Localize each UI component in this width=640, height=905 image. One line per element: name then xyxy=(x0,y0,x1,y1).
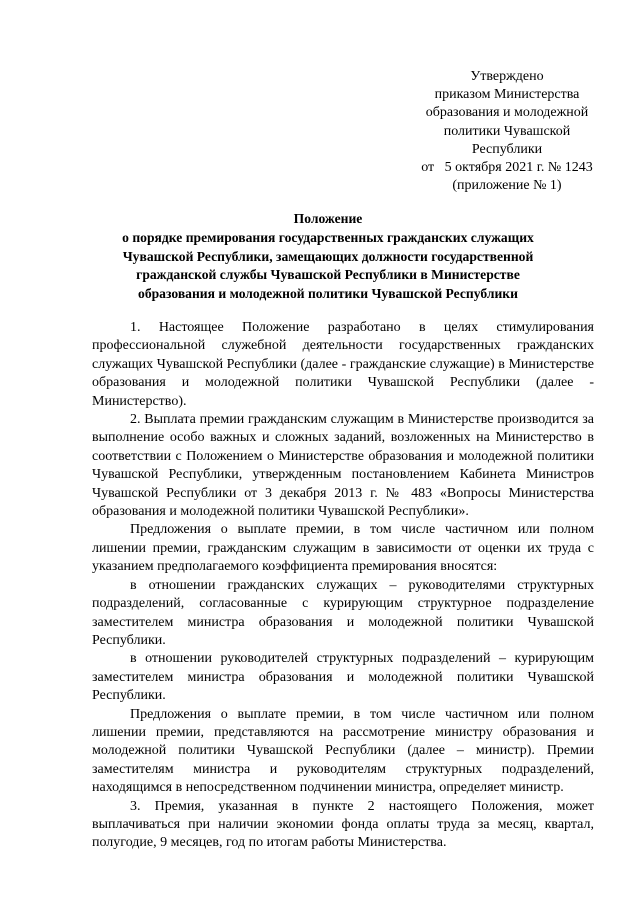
title-heading: Положение xyxy=(293,211,363,226)
paragraph-proposals-review: Предложения о выплате премии, в том числе частичном или полном лишении премии, представляются на рассмотрение министру образования и молодежной политики Чувашской Республики (далее – министр). Премии заместителям министра и руководителям структурных подразделений, находящимся в непосредственном подчинении министра, определяет министр. xyxy=(92,706,594,796)
title-subline: гражданской службы Чувашской Республики в Министерстве xyxy=(136,267,520,283)
approval-stamp-block xyxy=(400,68,614,195)
approval-line: образования и молодежной xyxy=(425,105,589,121)
approval-line: (приложение № 1) xyxy=(452,178,562,194)
paragraph-civil-servants: в отношении гражданских служащих – руководителями структурных подразделений, согласованные с курирующим структурное подразделение заместителем министра образования и молодежной политики Чувашской Республики. xyxy=(92,577,594,648)
approval-line: от 5 октября 2021 г. № 1243 xyxy=(421,160,593,176)
title-subline: образования и молодежной политики Чувашской Республики xyxy=(138,286,518,302)
paragraph-1: 1. Настоящее Положение разработано в целях стимулирования профессиональной служебной деятельности государственных гражданских служащих Чувашской Республики (далее - гражданские служащие) в Министерстве образования и молодежной политики Чувашской Республики (далее - Министерство). xyxy=(92,320,594,409)
approval-line: Утверждено xyxy=(470,69,544,84)
approval-line: приказом Министерства xyxy=(434,87,580,103)
document-body xyxy=(92,319,594,853)
paragraph-proposals: Предложения о выплате премии, в том числе частичном или полном лишении премии, гражданским служащим в зависимости от оценки их труда с указанием предполагаемого коэффициента премирования вносятся: xyxy=(92,522,594,575)
paragraph-2: 2. Выплата премии гражданским служащим в Министерстве производится за выполнение особо важных и сложных заданий, возложенных на Министерство в соответствии с Положением о Министерстве образования и молодежной политики Чувашской Республики, утвержденным постановлением Кабинета Министров Чувашской Республики от 3 декабря 2013 г. № 483 «Вопросы Министерства образования и молодежной политики Чувашской Республики». xyxy=(92,412,594,520)
title-subline: Чувашской Республики, замещающих должности государственной xyxy=(122,248,534,264)
paragraph-heads: в отношении руководителей структурных подразделений – курирующим заместителем министра образования и молодежной политики Чувашской Республики. xyxy=(92,651,594,704)
document-title xyxy=(110,210,546,304)
approval-line: политики Чувашской xyxy=(443,123,571,139)
paragraph-3: 3. Премия, указанная в пункте 2 настоящего Положения, может выплачиваться при наличии экономии фонда оплаты труда за месяц, квартал, полугодие, 9 месяцев, год по итогам работы Министерства. xyxy=(92,798,594,851)
title-subline: о порядке премирования государственных гражданских служащих xyxy=(122,229,534,245)
approval-line: Республики xyxy=(471,141,543,157)
